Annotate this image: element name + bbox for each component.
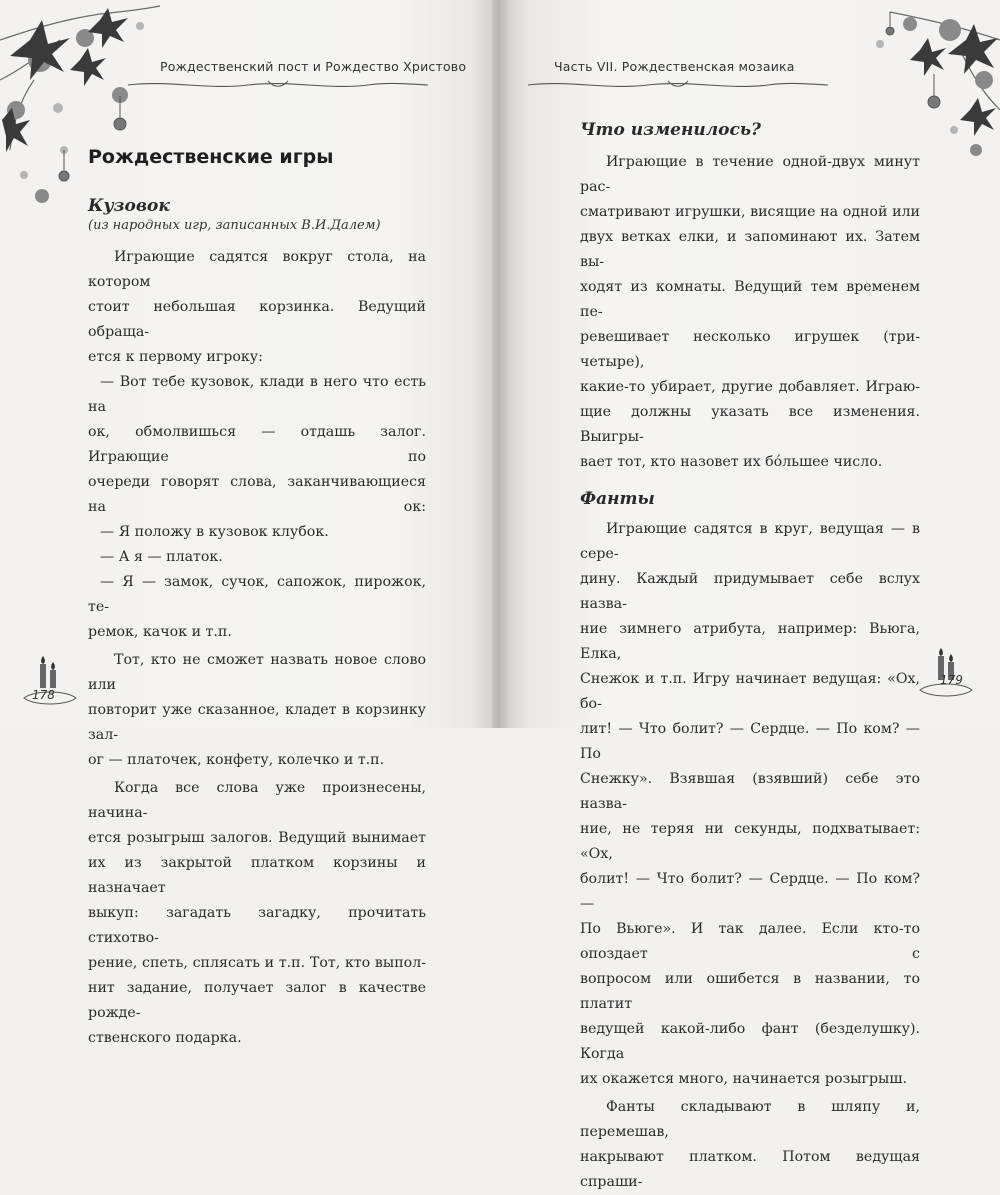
text-line: их окажется много, начинается розыгрыш. [580,1071,908,1087]
text-line: — А я — платок. [100,549,223,565]
right-content [580,120,920,1195]
page-number: 178 [32,688,55,702]
page-number: 179 [940,673,963,687]
scroll-rule-icon [128,78,428,92]
text-line: очереди говорят слова, заканчивающиеся на ок: [88,474,426,515]
left-page [0,0,492,1046]
section-body [88,245,426,1051]
text-line: — Вот тебе кузовок, клади в него что есть на [88,374,426,415]
text-line: какие-то убирает, другие добавляет. Играю- [580,379,920,395]
text-line: повторит уже сказанное, кладет в корзинку зал- [88,702,426,743]
section-body [580,517,920,1195]
text-line: ние зимнего атрибута, например: Вьюга, Елка, [580,621,920,662]
text-line: Играющие садятся в круг, ведущая — в сере- [580,521,920,562]
section-title: Кузовок [88,196,170,216]
text-line: стоит небольшая корзинка. Ведущий обраща- [88,299,426,340]
right-page [508,0,1000,1190]
text-line: Фанты складывают в шляпу и, перемешав, [580,1099,920,1140]
text-line: ведущей какой-либо фант (безделушку). Когда [580,1021,920,1062]
text-line: ок, обмолвишься — отдашь залог. Играющие по [88,424,426,465]
running-head: Рождественский пост и Рождество Христово [160,59,467,74]
scroll-rule-icon [528,78,828,92]
book-gutter [492,0,508,728]
text-line: — Я — замок, сучок, сапожок, пирожок, те- [88,574,426,615]
text-line: ется к первому игроку: [88,349,263,365]
text-line: ние, не теряя ни секунды, подхватывает: «Ох, [580,821,920,862]
text-line: ог — платочек, конфету, колечко и т.п. [88,752,385,768]
text-line: Когда все слова уже произнесены, начина- [88,780,426,821]
chapter-title: Рождественские игры [88,146,334,168]
text-line: Снежок и т.п. Игру начинает ведущая: «Ох, бо- [580,671,920,712]
text-line: нит задание, получает залог в качестве рожде- [88,980,426,1021]
section-title: Что изменилось? [580,120,762,140]
text-line: вает тот, кто назовет их бóльшее число. [580,454,883,470]
text-line: их из закрытой платком корзины и назначает [88,855,426,896]
text-line: — Я положу в кузовок клубок. [100,524,329,540]
text-line: Снежку». Взявшая (взявший) себе это назва- [580,771,920,812]
text-line: накрывают платком. Потом ведущая спраши- [580,1149,920,1190]
section-kuzovok [88,196,426,1051]
text-line: ревешивает несколько игрушек (три-четыре), [580,329,920,370]
candles-icon [916,642,976,702]
text-line: двух ветках елки, и запоминают их. Затем вы- [580,229,920,270]
text-line: выкуп: загадать загадку, прочитать стихотво- [88,905,426,946]
text-line: рение, спеть, сплясать и т.п. Тот, кто выпол- [88,955,426,971]
text-line: сматривают игрушки, висящие на одной или [580,204,920,220]
text-line: По Вьюге». И так далее. Если кто-то опоздает с [580,921,920,962]
section-body [580,150,920,475]
text-line: ется розыгрыш залогов. Ведущий вынимает [88,830,426,846]
text-line: ходят из комнаты. Ведущий тем временем пе- [580,279,920,320]
text-line: дину. Каждый придумывает себе вслух назва- [580,571,920,612]
text-line: Играющие садятся вокруг стола, на котором [88,249,426,290]
running-head: Часть VII. Рождественская мозаика [554,59,795,74]
text-line: ремок, качок и т.п. [88,624,232,640]
source-note: (из народных игр, записанных В.И.Далем) [88,218,381,233]
section-title: Фанты [580,489,655,509]
text-line: вопросом или ошибется в названии, то платит [580,971,920,1012]
text-line: лит! — Что болит? — Сердце. — По ком? — По [580,721,920,762]
text-line: Играющие в течение одной-двух минут рас- [580,154,920,195]
text-line: Тот, кто не сможет назвать новое слово или [88,652,426,693]
text-line: щие должны указать все изменения. Выигры- [580,404,920,445]
text-line: болит! — Что болит? — Сердце. — По ком? — [580,871,920,912]
text-line: ственского подарка. [88,1030,242,1046]
